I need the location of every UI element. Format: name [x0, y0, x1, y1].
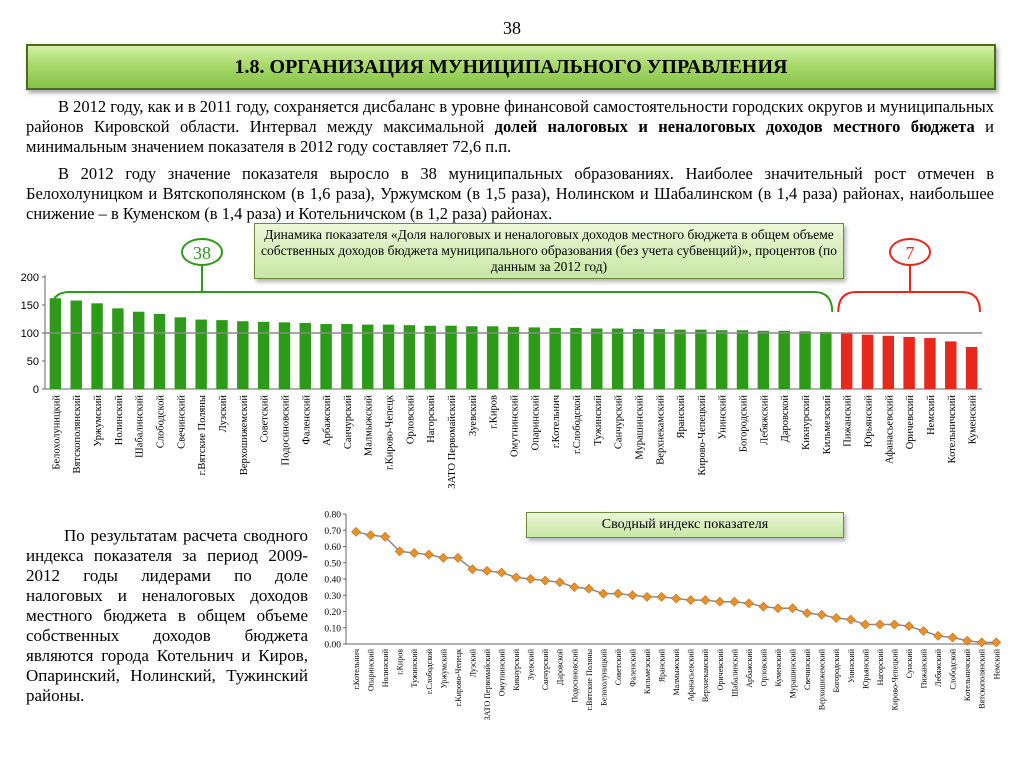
index-point [948, 633, 957, 642]
line-chart-y-tick-label: 0.30 [324, 591, 341, 602]
bar-category-label: Омутнинский [509, 395, 521, 457]
index-point [861, 620, 870, 629]
index-category-label: Богородский [832, 649, 842, 693]
index-point [904, 622, 913, 631]
index-point [482, 566, 491, 575]
bar-category-label: Даровской [780, 395, 792, 443]
index-category-label: Шабалинский [730, 649, 740, 697]
bar-category-label: Свечинский [176, 395, 188, 449]
bar-category-label: г.Вятские Поляны [197, 395, 209, 476]
index-point [715, 597, 724, 606]
bar-category-label: Котельничский [946, 395, 958, 464]
index-point [744, 599, 753, 608]
bar-category-label: Подосиновский [280, 395, 292, 466]
index-point [439, 553, 448, 562]
bar-category-label: Санчурский [342, 395, 354, 450]
index-point [497, 568, 506, 577]
index-category-label: г.Слободской [424, 649, 434, 694]
index-category-label: Немский [992, 649, 1002, 680]
line-chart-y-tick-label: 0.40 [324, 575, 341, 586]
growth-text: В 2012 году значение показателя выросло в 38 муниципальных образованиях. Наиболее значительный рост отмечен в Белохолуницком и Вятскополянском (в 1,6 раза), Уржумском (в 1,5 раза), Нолинском и Шабалинском (в 1,4 раза) районах, наибольшее снижение – в Куменском (в 1,4 раза) и Котельничском (в 1,2 раза) районах. [26, 164, 994, 223]
bar-category-label: Унинский [717, 395, 729, 440]
bar-category-label: Опаринский [530, 395, 542, 451]
bar-category-label: Нагорский [426, 395, 438, 443]
index-category-label: Даровской [555, 649, 565, 686]
bar-chart-y-tick-label: 150 [20, 300, 39, 312]
index-point [672, 594, 681, 603]
bar-category-label: Яранский [676, 395, 688, 439]
index-category-label: Юрьянский [861, 649, 871, 689]
index-category-label: Верхошижемский [817, 649, 827, 711]
bar-category-label: Зуевский [467, 395, 479, 436]
bar-category-label: Орловский [405, 395, 417, 445]
bar-category-label: Верхошижемский [238, 395, 250, 476]
index-category-label: Вятскополянский [977, 649, 987, 709]
bar-category-label: Кикнурский [801, 395, 813, 450]
index-point [570, 583, 579, 592]
index-category-label: Котельничский [963, 649, 973, 702]
index-category-label: Тужинский [410, 649, 420, 688]
bar-category-label: Тужинский [592, 395, 604, 446]
index-category-label: Яранский [657, 649, 667, 683]
line-chart-y-tick-label: 0.70 [324, 526, 341, 537]
index-point [701, 596, 710, 605]
index-category-label: Подосиновский [570, 649, 580, 703]
index-point [919, 627, 928, 636]
index-point [759, 602, 768, 611]
index-category-label: Опаринский [366, 649, 376, 692]
index-point [875, 620, 884, 629]
bar-chart-y-tick-label: 200 [20, 272, 39, 284]
index-point [366, 531, 375, 540]
bar-category-label: Лузский [217, 395, 229, 433]
index-point [977, 638, 986, 647]
index-category-label: Оричевский [715, 649, 725, 691]
index-category-label: г.Кирово-Чепецк [453, 649, 463, 707]
bar-category-label: Юрьянский [863, 395, 875, 448]
index-category-label: Афанасьевский [686, 649, 696, 702]
intro-text-end: и минимальным значением показателя в 2012 году составляет 72,6 п.п. [26, 117, 994, 156]
index-point [512, 573, 521, 582]
bar-category-label: Санчурский [613, 395, 625, 450]
index-category-label: Сунский [904, 649, 914, 679]
bar-category-label: Немский [925, 395, 937, 435]
intro-text-bold: долей налоговых и неналоговых доходов местного бюджета [494, 117, 975, 136]
bar-category-label: Оричевский [905, 395, 917, 450]
line-chart-y-tick-label: 0.10 [324, 624, 341, 635]
index-point [788, 604, 797, 613]
increase-count: 38 [193, 243, 211, 263]
index-category-label: Верхнекамский [701, 649, 711, 703]
index-point [541, 576, 550, 585]
decrease-count: 7 [905, 243, 915, 263]
index-category-label: Унинский [846, 649, 856, 683]
index-point [599, 589, 608, 598]
index-point [686, 596, 695, 605]
index-point [424, 550, 433, 559]
index-point [555, 578, 564, 587]
index-point [832, 614, 841, 623]
index-category-label: Белохолуницкий [599, 649, 609, 706]
line-chart-y-tick-label: 0.80 [324, 510, 341, 521]
index-point [584, 584, 593, 593]
bar-category-label: г.Кирово-Чепецк [384, 395, 396, 470]
index-category-label: Лузский [468, 649, 478, 678]
bar-category-label: Кильмезский [821, 395, 833, 455]
bar-category-label: Советский [259, 395, 271, 443]
line-chart-y-tick-label: 0.50 [324, 559, 341, 570]
index-category-label: Арбажский [744, 649, 754, 688]
index-category-label: Слободской [948, 649, 958, 690]
index-point [410, 549, 419, 558]
bar-category-label: Нолинский [113, 395, 125, 446]
index-category-label: Орловский [759, 649, 769, 687]
bar-category-label: Слободской [155, 395, 167, 449]
index-point [890, 620, 899, 629]
index-category-label: Малмыжский [672, 649, 682, 696]
bar-category-label: Вятскополянский [72, 395, 84, 474]
bar-category-label: Малмыжский [363, 395, 375, 457]
index-category-label: Куменский [773, 649, 783, 687]
index-summary-body: По результатам расчета сводного индекса показателя за период 2009-2012 годы лидерами по доле налоговых и неналоговых доходов местного бюджета в общем объеме собственных доходов бюджета являются города Котельнич и Киров, Опаринский, Нолинский, Тужинский районы. [26, 526, 308, 705]
intro-text-start: В 2012 году, как и в 2011 году, сохраняется дисбаланс в уровне финансовой самостоятельности городских округов и муниципальных районов Кировской области. Интервал между максимальной [26, 97, 994, 136]
index-point [526, 575, 535, 584]
bar-category-label: Верхнекамский [655, 395, 667, 465]
index-point [657, 592, 666, 601]
index-category-label: Кикнурский [512, 649, 522, 691]
index-point [613, 589, 622, 598]
index-category-label: Советский [613, 649, 623, 686]
index-category-label: ЗАТО Первомайский [482, 649, 492, 721]
index-category-label: Омутнинский [497, 649, 507, 697]
line-chart-y-tick-label: 0.20 [324, 608, 341, 618]
index-point [730, 597, 739, 606]
index-category-label: г.Котельнич [352, 649, 361, 690]
bar-category-label: Белохолуницкий [51, 395, 63, 470]
index-category-label: г.Вятские Поляны [584, 649, 594, 711]
bar-category-label: г.Котельнич [551, 395, 563, 449]
bar-chart-y-tick-label: 0 [32, 384, 39, 396]
index-point [773, 604, 782, 613]
index-category-label: Уржумский [439, 649, 449, 689]
bar-category-label: Лебяжский [759, 395, 771, 445]
index-category-label: Нолинский [381, 649, 391, 688]
index-point [992, 638, 1001, 647]
page-number: 38 [503, 18, 521, 38]
index-point [643, 592, 652, 601]
bar-category-label: Арбажский [322, 395, 334, 446]
bar-chart-title-text: Динамика показателя «Доля налоговых и неналоговых доходов местного бюджета в общем объеме собственных доходов бюджета муниципального образования (без учета субвенций)», процентов (по данным за 2012 год) [260, 227, 837, 274]
line-chart-title [526, 512, 844, 538]
bar-category-label: Куменский [967, 395, 979, 445]
index-category-label: Нагорский [875, 649, 885, 686]
index-category-label: Пижанский [919, 649, 929, 689]
bar-category-label: Шабалинский [134, 395, 146, 458]
bar-category-label: г.Слободской [571, 395, 583, 454]
section-title-text: 1.8. ОРГАНИЗАЦИЯ МУНИЦИПАЛЬНОГО УПРАВЛЕНИЯ [234, 55, 788, 78]
index-category-label: г.Киров [395, 649, 405, 675]
index-category-label: Зуевский [526, 649, 536, 681]
index-point [934, 631, 943, 640]
index-category-label: Кильмезский [643, 649, 653, 695]
index-point [803, 609, 812, 618]
index-category-label: Лебяжский [934, 649, 944, 687]
index-category-label: Свечинский [803, 649, 813, 691]
bar-category-label: Богородский [738, 395, 750, 453]
index-category-label: Фаленский [628, 649, 638, 687]
bar-category-label: Уржумский [93, 395, 105, 447]
index-point [817, 610, 826, 619]
bar-category-label: ЗАТО Первомайский [447, 395, 459, 489]
index-point [628, 591, 637, 600]
line-chart-title-text: Сводный индекс показателя [601, 517, 769, 532]
bar-category-label: г.Киров [488, 394, 500, 429]
bar-category-label: Мурашинский [634, 395, 646, 460]
index-category-label: Санчурский [541, 649, 551, 691]
bar-category-label: Пижанский [842, 395, 854, 447]
bar-chart-y-tick-label: 50 [26, 356, 39, 368]
line-chart-y-tick-label: 0.60 [324, 543, 341, 553]
index-series-line [356, 532, 996, 643]
index-category-label: Мурашинский [788, 649, 798, 699]
index-category-label: Кирово-Чепецкий [890, 649, 900, 711]
bar-chart-y-tick-label: 100 [20, 328, 39, 340]
bar-category-label: Фаленский [301, 395, 313, 445]
index-point [846, 615, 855, 624]
index-point [352, 527, 361, 536]
line-chart-y-tick-label: 0.00 [324, 640, 341, 651]
bar-category-label: Афанасьевский [884, 395, 896, 464]
bar-category-label: Кирово-Чепецкий [696, 395, 708, 476]
